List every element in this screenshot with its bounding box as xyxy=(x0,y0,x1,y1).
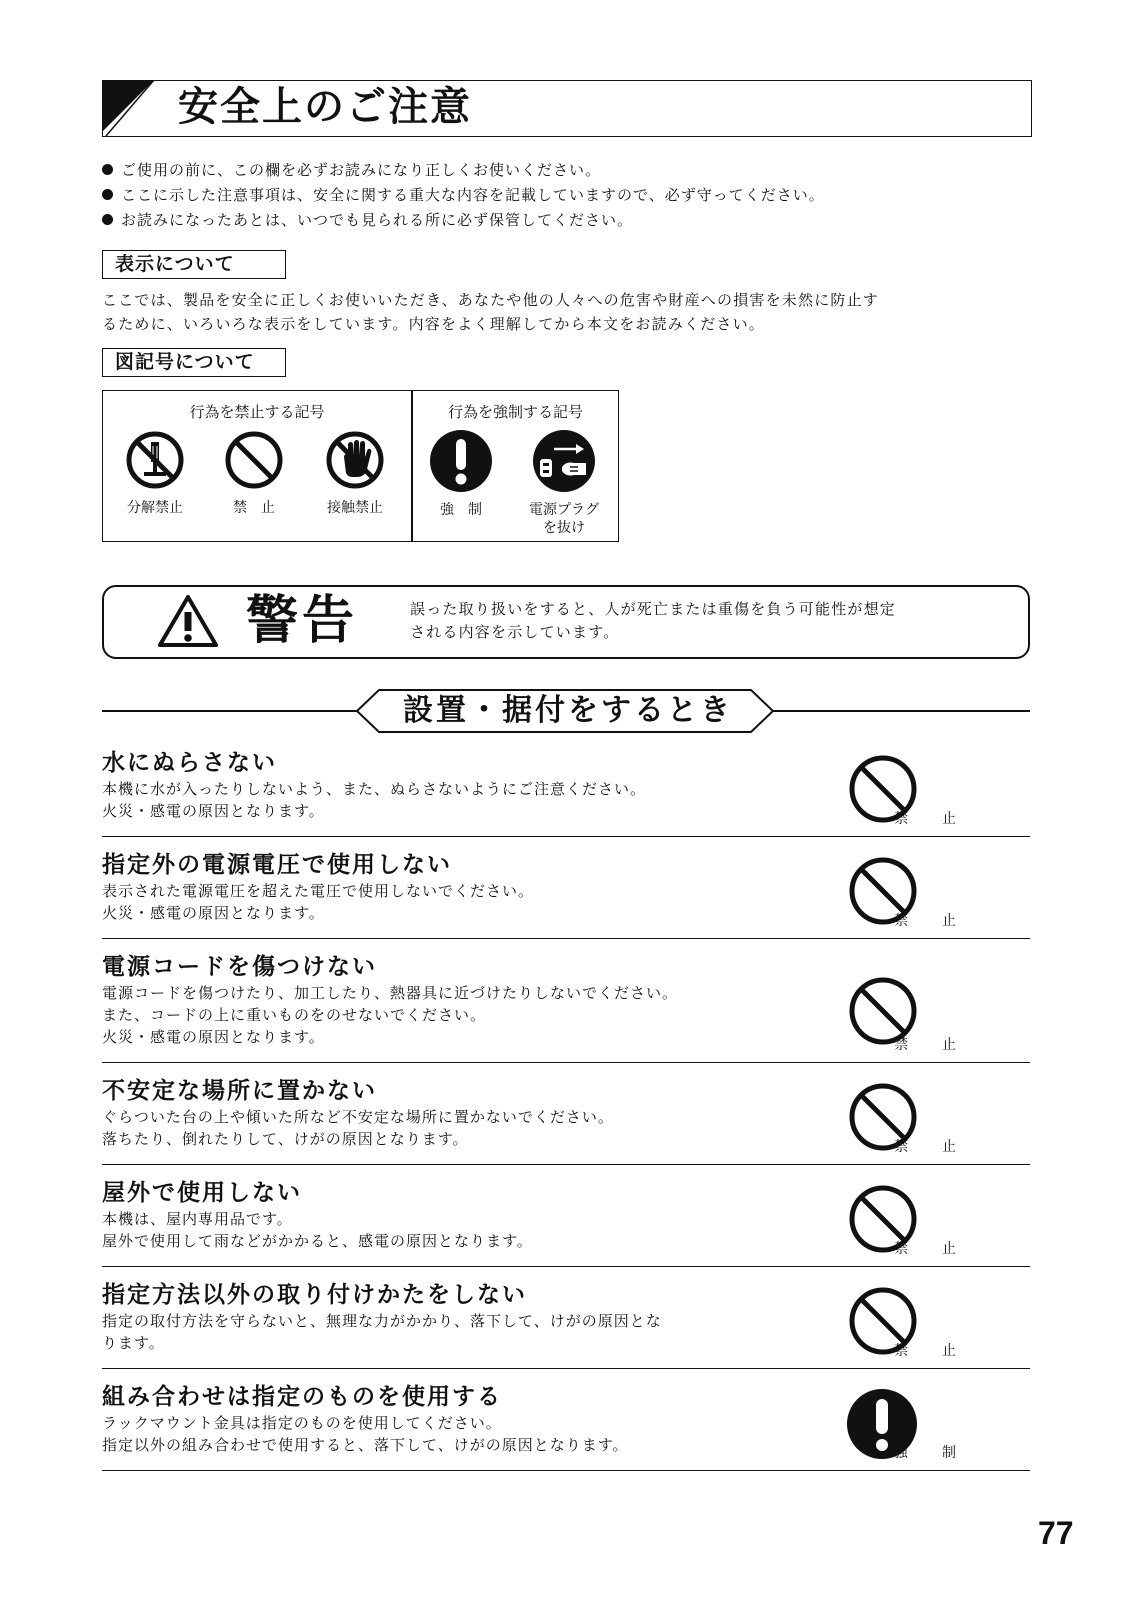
section-rule-left xyxy=(102,710,357,712)
bullet-dot-icon xyxy=(102,214,113,225)
mandatory-icon xyxy=(429,429,493,493)
item-heading: 屋外で使用しない xyxy=(102,1180,302,1206)
warning-item xyxy=(102,850,1030,939)
symbol-prohibition: 禁 止 xyxy=(214,429,294,517)
item-caption: 禁 止 xyxy=(894,811,957,827)
warning-item xyxy=(102,1280,1030,1369)
item-heading: 不安定な場所に置かない xyxy=(102,1078,377,1104)
warning-item xyxy=(102,748,1030,837)
no-touch-icon xyxy=(324,429,386,491)
warning-triangle-icon xyxy=(157,594,219,648)
item-caption: 強 制 xyxy=(894,1445,957,1461)
item-heading: 水にぬらさない xyxy=(102,750,277,776)
warning-item xyxy=(102,1076,1030,1165)
no-disassembly-icon xyxy=(124,429,186,491)
symbols-table xyxy=(102,390,619,542)
mandatory-header: 行為を強制する記号 xyxy=(447,403,583,421)
symbol-disassembly: 分解禁止 xyxy=(115,429,195,517)
warning-item xyxy=(102,1382,1030,1471)
item-heading: 指定方法以外の取り付けかたをしない xyxy=(102,1282,527,1308)
page-number: 77 xyxy=(1038,1515,1074,1551)
unplug-icon xyxy=(532,429,596,493)
item-body: 指定の取付方法を守らないと、無理な力がかかり、落下して、けがの原因とな ります。 xyxy=(102,1312,662,1352)
display-section-label: 表示について xyxy=(102,250,286,279)
bullet-item: ご使用の前に、この欄を必ずお読みになり正しくお使いください。 xyxy=(102,158,1042,183)
item-heading: 組み合わせは指定のものを使用する xyxy=(102,1384,502,1410)
warning-item xyxy=(102,1178,1030,1267)
item-body: ぐらついた台の上や傾いた所など不安定な場所に置かないでください。 落ちたり、倒れたりして、けがの原因となります。 xyxy=(102,1108,614,1148)
title-wedge-icon xyxy=(102,80,162,136)
warning-title: 警告 xyxy=(246,591,359,651)
item-caption: 禁 止 xyxy=(894,1241,957,1257)
item-body: 本機は、屋内専用品です。 屋外で使用して雨などがかかると、感電の原因となります。 xyxy=(102,1210,533,1250)
item-heading: 電源コードを傷つけない xyxy=(102,954,377,980)
bullet-dot-icon xyxy=(102,189,113,200)
item-caption: 禁 止 xyxy=(894,1343,957,1359)
intro-bullets xyxy=(102,158,1042,233)
display-section-text: ここでは、製品を安全に正しくお使いいただき、あなたや他の人々への危害や財産への損害を未然に防止す るために、いろいろな表示をしています。内容をよく理解してから本文をお読みください。 xyxy=(102,291,880,333)
bullet-item: ここに示した注意事項は、安全に関する重大な内容を記載していますので、必ず守ってください。 xyxy=(102,183,1042,208)
prohibition-icon xyxy=(223,429,285,491)
symbol-unplug: 電源プラグ を抜け xyxy=(517,429,611,537)
warning-description: 誤った取り扱いをすると、人が死亡または重傷を負う可能性が想定 される内容を示しています。 xyxy=(410,600,897,641)
symbol-no-contact: 接触禁止 xyxy=(315,429,395,517)
page-title: 安全上のご注意 xyxy=(178,84,472,130)
item-body: 表示された電源電圧を超えた電圧で使用しないでください。 火災・感電の原因となります。 xyxy=(102,882,535,922)
item-caption: 禁 止 xyxy=(894,1037,957,1053)
item-heading: 指定外の電源電圧で使用しない xyxy=(102,852,452,878)
bullet-dot-icon xyxy=(102,164,113,175)
item-body: 電源コードを傷つけたり、加工したり、熱器具に近づけたりしないでください。 また、コードの上に重いものをのせないでください。 火災・感電の原因となります。 xyxy=(102,984,679,1046)
item-body: 本機に水が入ったりしないよう、また、ぬらさないようにご注意ください。 火災・感電の原因となります。 xyxy=(102,780,647,820)
section-rule-right xyxy=(772,710,1030,712)
section-title: 設置・据付をするとき xyxy=(403,693,733,728)
item-caption: 禁 止 xyxy=(894,1139,957,1155)
symbol-mandatory: 強 制 xyxy=(421,429,501,519)
item-caption: 禁 止 xyxy=(894,913,957,929)
prohibit-header: 行為を禁止する記号 xyxy=(189,403,325,421)
warning-item xyxy=(102,952,1030,1063)
bullet-item: お読みになったあとは、いつでも見られる所に必ず保管してください。 xyxy=(102,208,1042,233)
symbols-section-label: 図記号について xyxy=(102,348,286,377)
item-body: ラックマウント金具は指定のものを使用してください。 指定以外の組み合わせで使用すると、落下して、けがの原因となります。 xyxy=(102,1414,629,1454)
